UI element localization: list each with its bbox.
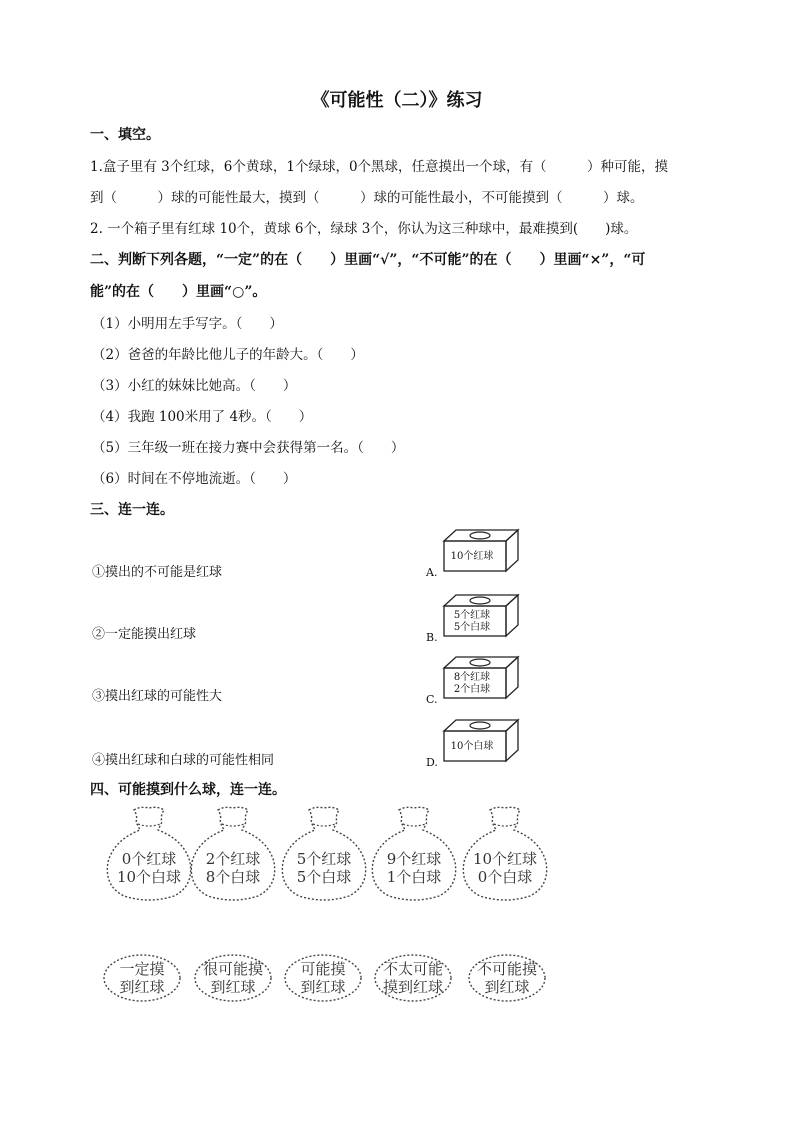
oval-2-text <box>193 960 273 996</box>
section-1-heading: 一、填空。 <box>90 127 160 143</box>
section-3-heading: 三、连一连。 <box>90 502 174 518</box>
bag-2 <box>188 804 278 904</box>
box-a-label: 10个红球 <box>450 551 494 562</box>
box-b-label-1: 5个红球 <box>453 610 491 621</box>
question-2: 2. 一个箱子里有红球 10个，黄球 6个，绿球 3个，你认为这三种球中，最难摸到( )球。 <box>90 221 638 237</box>
match-left-item-4: ④摸出红球和白球的可能性相同 <box>92 753 275 768</box>
bag-3-line-1: 5个红球 <box>296 850 352 868</box>
oval-5 <box>467 953 547 1003</box>
match-left-item-3: ③摸出红球的可能性大 <box>92 689 223 704</box>
oval-1 <box>102 953 182 1003</box>
bag-1-line-1: 0个红球 <box>121 850 177 868</box>
page-title: 《可能性（二）》练习 <box>311 90 483 111</box>
oval-5-text <box>467 960 547 996</box>
judge-item-1: （1）小明用左手写字。（ ） <box>92 316 283 332</box>
question-1-line-1: 1.盒子里有 3个红球，6个黄球，1个绿球，0个黑球，任意摸出一个球，有（ ）种可能，摸 <box>90 159 669 175</box>
box-c-label-2: 2个白球 <box>453 684 491 695</box>
oval-3-line-2: 到红球 <box>300 978 346 996</box>
oval-4-line-1: 不太可能 <box>382 960 443 978</box>
bag-2-text <box>188 850 278 886</box>
oval-5-line-1: 不可能摸 <box>476 960 537 978</box>
match-left-item-1: ①摸出的不可能是红球 <box>92 565 223 580</box>
oval-3-line-1: 可能摸 <box>300 960 346 978</box>
bag-5-text <box>460 850 550 886</box>
bag-5-line-2: 0个白球 <box>477 868 533 886</box>
box-c <box>426 654 536 708</box>
box-d-letter: D. <box>426 756 438 769</box>
box-c-letter: C. <box>426 693 438 706</box>
oval-1-line-1: 一定摸 <box>119 960 165 978</box>
oval-3 <box>283 953 363 1003</box>
box-b-label-2: 5个白球 <box>453 622 491 633</box>
box-c-label-1: 8个红球 <box>453 672 491 683</box>
box-b-letter: B. <box>426 631 438 644</box>
box-d <box>426 717 536 771</box>
oval-4-line-2: 摸到红球 <box>382 978 443 996</box>
box-d-label: 10个白球 <box>450 741 494 752</box>
box-a <box>426 527 536 581</box>
judge-item-4: （4）我跑 100米用了 4秒。（ ） <box>92 409 313 425</box>
bag-4 <box>369 804 459 904</box>
bag-2-line-2: 8个白球 <box>205 868 261 886</box>
bag-4-line-2: 1个白球 <box>386 868 442 886</box>
bag-1-text <box>104 850 194 886</box>
box-a-letter: A. <box>426 566 438 579</box>
judge-item-6: （6）时间在不停地流逝。（ ） <box>92 471 297 487</box>
question-1-line-2: 到（ ）球的可能性最大，摸到（ ）球的可能性最小，不可能摸到（ ）球。 <box>90 190 644 206</box>
judge-item-5: （5）三年级一班在接力赛中会获得第一名。（ ） <box>92 440 405 456</box>
oval-2-line-1: 很可能摸 <box>202 960 263 978</box>
bag-3-text <box>279 850 369 886</box>
judge-item-3: （3）小红的妹妹比她高。（ ） <box>92 378 297 394</box>
oval-1-text <box>102 960 182 996</box>
oval-4-text <box>373 960 453 996</box>
bag-5 <box>460 804 550 904</box>
bag-5-line-1: 10个红球 <box>472 850 538 868</box>
oval-3-text <box>283 960 363 996</box>
match-left-item-2: ②一定能摸出红球 <box>92 627 197 642</box>
section-2-heading-line-2: 能”的在（ ）里画“○”。 <box>90 284 267 300</box>
section-2-heading-line-1: 二、判断下列各题，“一定”的在（ ）里画“√”，“不可能”的在（ ）里画“×”，“可 <box>90 252 646 268</box>
oval-2-line-2: 到红球 <box>210 978 256 996</box>
oval-2 <box>193 953 273 1003</box>
bag-4-line-1: 9个红球 <box>386 850 442 868</box>
judge-item-2: （2）爸爸的年龄比他儿子的年龄大。（ ） <box>92 347 364 363</box>
bag-3-line-2: 5个白球 <box>296 868 352 886</box>
bag-1 <box>104 804 194 904</box>
oval-5-line-2: 到红球 <box>484 978 530 996</box>
oval-4 <box>373 953 453 1003</box>
section-4-heading: 四、可能摸到什么球，连一连。 <box>90 782 286 798</box>
bag-1-line-2: 10个白球 <box>116 868 182 886</box>
bag-3 <box>279 804 369 904</box>
box-b <box>426 592 536 646</box>
bag-4-text <box>369 850 459 886</box>
bag-2-line-1: 2个红球 <box>205 850 261 868</box>
oval-1-line-2: 到红球 <box>119 978 165 996</box>
